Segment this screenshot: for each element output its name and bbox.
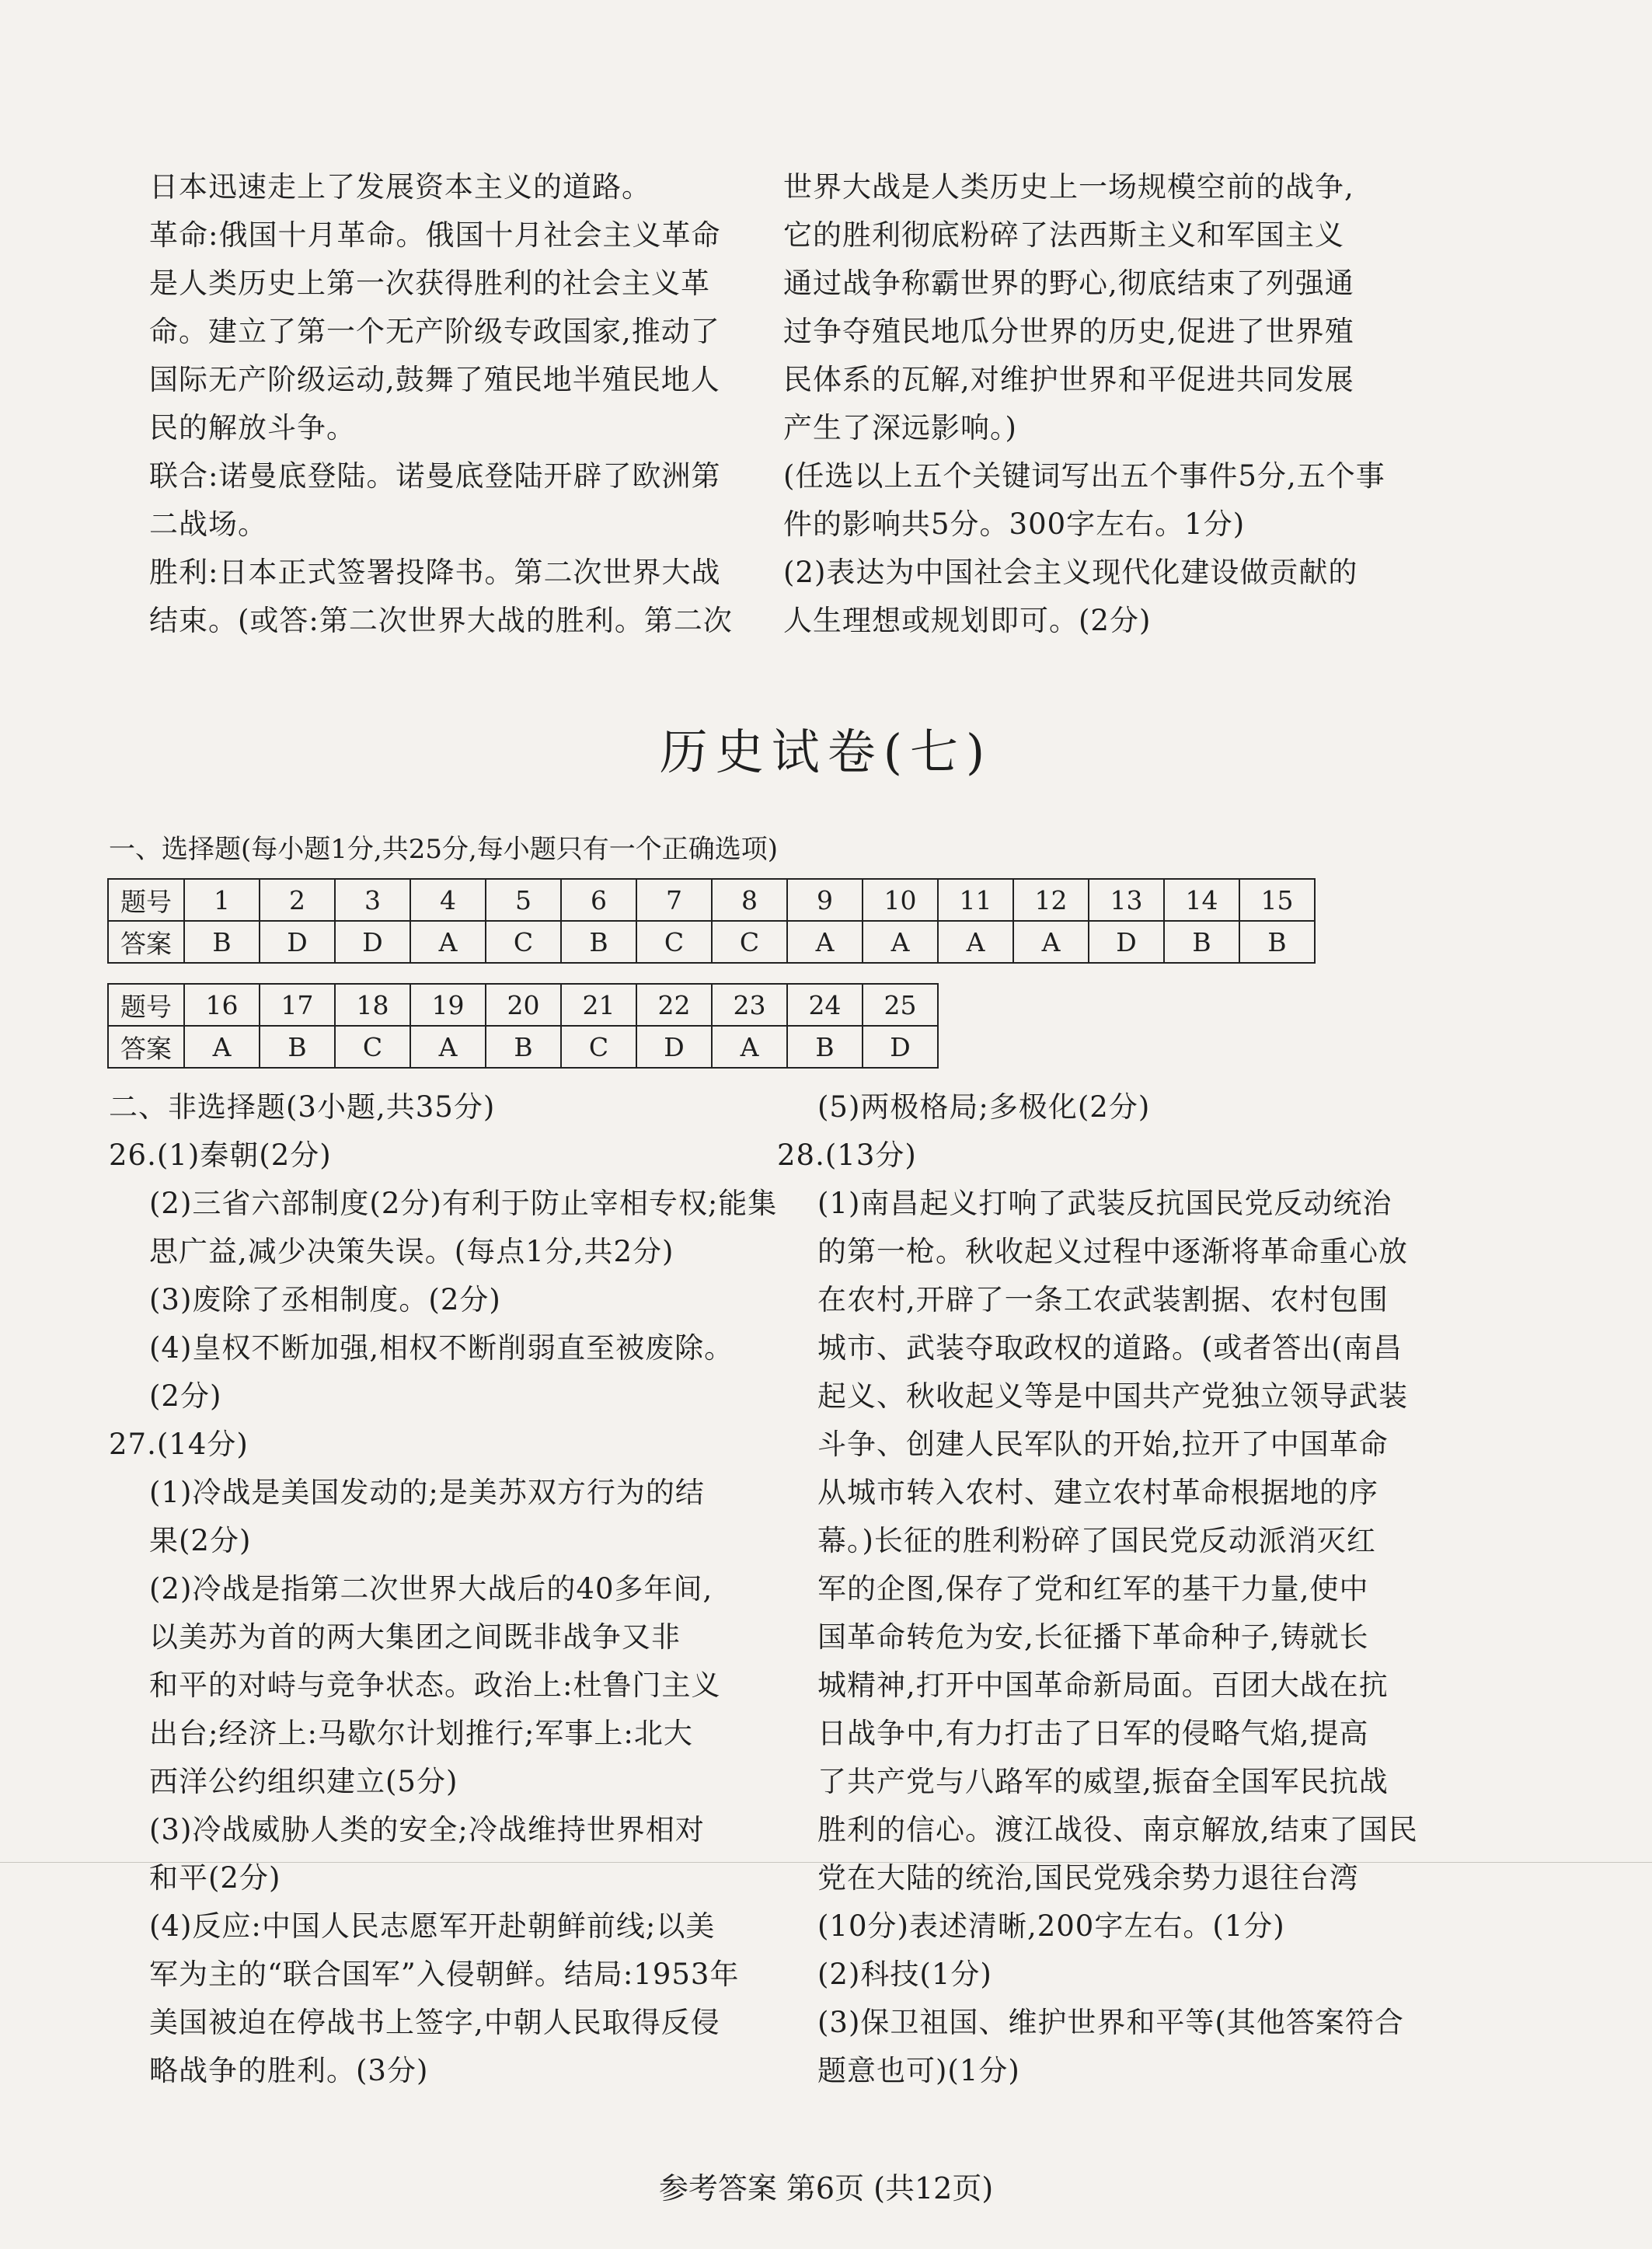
answer-cell: C	[636, 921, 712, 963]
table-row-answers	[108, 1026, 938, 1068]
table-row-questions	[108, 879, 1315, 921]
answer-cell: A	[712, 1026, 787, 1068]
text-line: 在农村,开辟了一条工农武装割据、农村包围	[817, 1283, 1389, 1316]
question-number-cell: 8	[712, 879, 787, 921]
text-line: 是人类历史上第一次获得胜利的社会主义革	[149, 267, 710, 300]
answer-cell: B	[184, 921, 260, 963]
text-line: 军的企图,保存了党和红军的基干力量,使中	[817, 1572, 1369, 1606]
text-line: (1)冷战是美国发动的;是美苏双方行为的结	[149, 1476, 705, 1509]
text-line: 国际无产阶级运动,鼓舞了殖民地半殖民地人	[149, 363, 720, 396]
answer-cell: A	[863, 921, 938, 963]
answer-cell: C	[561, 1026, 636, 1068]
text-line: 日本迅速走上了发展资本主义的道路。	[149, 170, 651, 204]
answer-cell: C	[335, 1026, 410, 1068]
answer-table-2	[107, 983, 939, 1069]
text-line: (3)冷战威胁人类的安全;冷战维持世界相对	[149, 1813, 705, 1846]
text-line: (任选以上五个关键词写出五个事件5分,五个事	[783, 459, 1385, 493]
table-row-answers	[108, 921, 1315, 963]
text-line: 26.(1)秦朝(2分)	[109, 1138, 332, 1172]
page-footer: 参考答案 第6页 (共12页)	[658, 2171, 994, 2205]
text-line: 题意也可)(1分)	[817, 2054, 1020, 2087]
text-line: 过争夺殖民地瓜分世界的历史,促进了世界殖	[783, 315, 1354, 348]
answer-cell: A	[938, 921, 1013, 963]
question-number-cell: 6	[561, 879, 636, 921]
answer-cell: A	[410, 1026, 486, 1068]
question-number-cell: 11	[938, 879, 1013, 921]
answer-cell: B	[561, 921, 636, 963]
text-line: (2)科技(1分)	[817, 1958, 992, 1991]
text-line: (4)反应:中国人民志愿军开赴朝鲜前线;以美	[149, 1909, 716, 1943]
answer-cell: B	[1164, 921, 1239, 963]
text-line: 了共产党与八路军的威望,振奋全国军民抗战	[817, 1765, 1389, 1798]
text-line: (5)两极格局;多极化(2分)	[817, 1090, 1151, 1124]
text-line: (2)冷战是指第二次世界大战后的40多年间,	[149, 1572, 713, 1606]
text-line: 出台;经济上:马歇尔计划推行;军事上:北大	[149, 1717, 693, 1750]
text-line: 胜利的信心。渡江战役、南京解放,结束了国民	[817, 1813, 1418, 1846]
answer-cell: B	[1239, 921, 1315, 963]
answer-cell: C	[486, 921, 561, 963]
question-number-cell: 9	[787, 879, 863, 921]
question-label: 题号	[108, 984, 184, 1026]
text-line: 日战争中,有力打击了日军的侵略气焰,提高	[817, 1717, 1369, 1750]
bottom-left-column	[109, 1083, 778, 2095]
text-line: 略战争的胜利。(3分)	[149, 2054, 429, 2087]
text-line: 果(2分)	[149, 1524, 252, 1557]
text-line: 二战场。	[149, 507, 267, 541]
text-line: 件的影响共5分。300字左右。1分)	[783, 507, 1246, 541]
text-line: (2分)	[149, 1379, 222, 1413]
text-line: 从城市转入农村、建立农村革命根据地的序	[817, 1476, 1378, 1509]
text-line: 城市、武装夺取政权的道路。(或者答出(南昌	[817, 1331, 1403, 1365]
question-number-cell: 23	[712, 984, 787, 1026]
answer-cell: C	[712, 921, 787, 963]
table-row-questions	[108, 984, 938, 1026]
text-line: 胜利:日本正式签署投降书。第二次世界大战	[149, 556, 721, 589]
text-line: 它的胜利彻底粉碎了法西斯主义和军国主义	[783, 218, 1344, 252]
question-number-cell: 19	[410, 984, 486, 1026]
question-number-cell: 25	[863, 984, 938, 1026]
text-line: 美国被迫在停战书上签字,中朝人民取得反侵	[149, 2006, 720, 2039]
question-number-cell: 14	[1164, 879, 1239, 921]
question-number-cell: 1	[184, 879, 260, 921]
text-line: 以美苏为首的两大集团之间既非战争又非	[149, 1620, 681, 1654]
text-line: 民体系的瓦解,对维护世界和平促进共同发展	[783, 363, 1354, 396]
top-right-column	[783, 163, 1385, 645]
page-title: 历史试卷(七)	[659, 724, 993, 780]
question-number-cell: 21	[561, 984, 636, 1026]
text-line: 革命:俄国十月革命。俄国十月社会主义革命	[149, 218, 721, 252]
question-number-cell: 13	[1089, 879, 1164, 921]
text-line: 党在大陆的统治,国民党残余势力退往台湾	[817, 1861, 1359, 1895]
text-line: 思广益,减少决策失误。(每点1分,共2分)	[149, 1235, 674, 1268]
text-line: 产生了深远影响。)	[783, 411, 1017, 445]
answer-cell: B	[787, 1026, 863, 1068]
text-line: 斗争、创建人民军队的开始,拉开了中国革命	[817, 1428, 1389, 1461]
text-line: 的第一枪。秋收起义过程中逐渐将革命重心放	[817, 1235, 1408, 1268]
question-number-cell: 15	[1239, 879, 1315, 921]
answer-cell: B	[260, 1026, 335, 1068]
text-line: 联合:诺曼底登陆。诺曼底登陆开辟了欧洲第	[149, 459, 721, 493]
bottom-right-column	[777, 1083, 1418, 2095]
question-number-cell: 20	[486, 984, 561, 1026]
text-line: 27.(14分)	[109, 1428, 249, 1461]
answer-cell: A	[787, 921, 863, 963]
text-line: (1)南昌起义打响了武装反抗国民党反动统治	[817, 1187, 1392, 1220]
text-line: 民的解放斗争。	[149, 411, 356, 445]
text-line: (2)表达为中国社会主义现代化建设做贡献的	[783, 556, 1358, 589]
answer-cell: D	[1089, 921, 1164, 963]
question-label: 题号	[108, 879, 184, 921]
text-line: 命。建立了第一个无产阶级专政国家,推动了	[149, 315, 720, 348]
text-line: (2)三省六部制度(2分)有利于防止宰相专权;能集	[149, 1187, 778, 1220]
text-line: 幕。)长征的胜利粉碎了国民党反动派消灭红	[817, 1524, 1376, 1557]
question-number-cell: 5	[486, 879, 561, 921]
top-left-column	[149, 163, 733, 645]
question-number-cell: 7	[636, 879, 712, 921]
answer-cell: B	[486, 1026, 561, 1068]
text-line: 国革命转危为安,长征播下革命种子,铸就长	[817, 1620, 1369, 1654]
text-line: (4)皇权不断加强,相权不断削弱直至被废除。	[149, 1331, 734, 1365]
question-number-cell: 12	[1013, 879, 1089, 921]
question-number-cell: 24	[787, 984, 863, 1026]
text-line: 军为主的“联合国军”入侵朝鲜。结局:1953年	[149, 1958, 740, 1991]
text-line: 通过战争称霸世界的野心,彻底结束了列强通	[783, 267, 1354, 300]
text-line: 28.(13分)	[777, 1138, 917, 1172]
question-number-cell: 4	[410, 879, 486, 921]
text-line: 起义、秋收起义等是中国共产党独立领导武装	[817, 1379, 1408, 1413]
answer-cell: A	[1013, 921, 1089, 963]
question-number-cell: 16	[184, 984, 260, 1026]
answer-cell: D	[335, 921, 410, 963]
answer-cell: A	[410, 921, 486, 963]
question-number-cell: 10	[863, 879, 938, 921]
text-line: (3)保卫祖国、维护世界和平等(其他答案符合	[817, 2006, 1404, 2039]
text-line: 结束。(或答:第二次世界大战的胜利。第二次	[149, 604, 733, 637]
question-number-cell: 2	[260, 879, 335, 921]
text-line: (3)废除了丞相制度。(2分)	[149, 1283, 501, 1316]
text-line: 人生理想或规划即可。(2分)	[783, 604, 1152, 637]
answer-cell: D	[636, 1026, 712, 1068]
text-line: 二、非选择题(3小题,共35分)	[109, 1090, 496, 1124]
section1-heading: 一、选择题(每小题1分,共25分,每小题只有一个正确选项)	[109, 834, 779, 865]
text-line: 和平的对峙与竞争状态。政治上:杜鲁门主义	[149, 1668, 721, 1702]
text-line: 西洋公约组织建立(5分)	[149, 1765, 458, 1798]
answer-cell: D	[260, 921, 335, 963]
answer-label: 答案	[108, 921, 184, 963]
text-line: 世界大战是人类历史上一场规模空前的战争,	[783, 170, 1354, 204]
answer-cell: A	[184, 1026, 260, 1068]
question-number-cell: 18	[335, 984, 410, 1026]
answer-label: 答案	[108, 1026, 184, 1068]
text-line: 和平(2分)	[149, 1861, 281, 1895]
question-number-cell: 17	[260, 984, 335, 1026]
answer-cell: D	[863, 1026, 938, 1068]
text-line: 城精神,打开中国革命新局面。百团大战在抗	[817, 1668, 1389, 1702]
question-number-cell: 3	[335, 879, 410, 921]
question-number-cell: 22	[636, 984, 712, 1026]
text-line: (10分)表述清晰,200字左右。(1分)	[817, 1909, 1285, 1943]
answer-table-1	[107, 878, 1316, 964]
